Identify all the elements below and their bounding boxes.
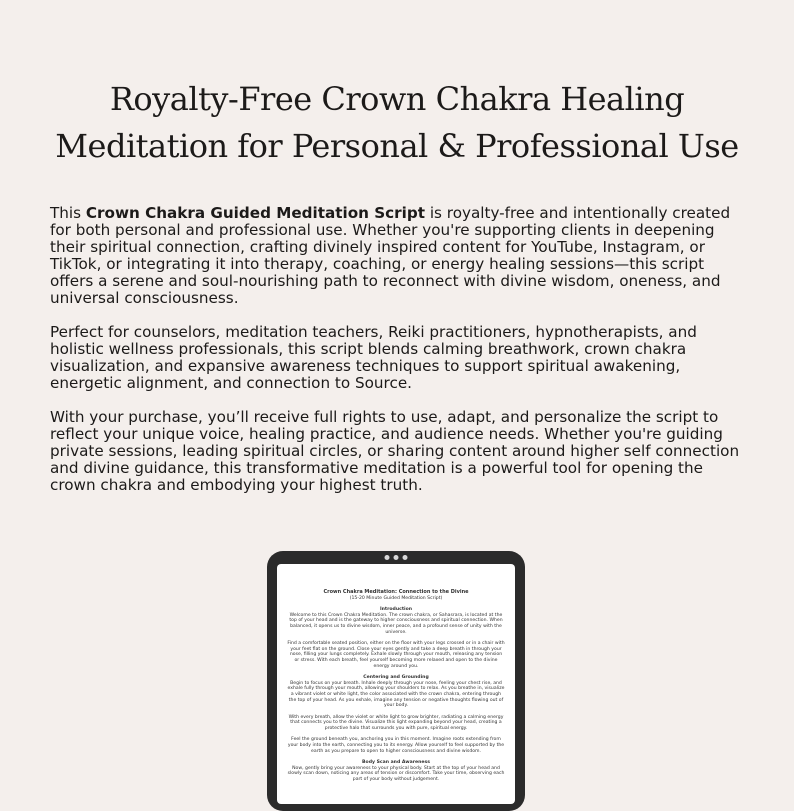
doc-paragraph: Welcome to this Crown Chakra Meditation. The crown chakra, or Sahasrara, is located at the top of your head and is the gateway to higher consciousness and spiritual connection. When balanced, it opens us to divine wisdom, inner peace, and a profound sense of unity with the universe. [289, 612, 503, 635]
tablet-mockup [267, 551, 525, 811]
doc-heading-introduction: Introduction [379, 607, 413, 613]
page-title [0, 76, 794, 170]
p1-lead: This [50, 204, 86, 222]
doc-heading-centering: Centering and Grounding [363, 675, 429, 681]
doc-paragraph: With every breath, allow the violet or white light to grow brighter, radiating a calming energy that connects you to the divine. Visualize this light expanding beyond your head, creating a protective halo that surrounds you with pure, spiritual energy. [288, 714, 504, 731]
title-line-1: Royalty-Free Crown Chakra Healing [109, 80, 685, 118]
tablet-screen [277, 564, 515, 804]
doc-paragraph: Begin to focus on your breath. Inhale deeply through your nose, feeling your chest rise, and exhale fully through your mouth, allowing your shoulders to relax. As you breathe in, visualize a vibrant violet or white light, the color associated with the crown chakra, entering through the top of your head. As you exhale, imagine any tension or negative thoughts flowing out of your body. [287, 680, 505, 709]
doc-heading-body-scan: Body Scan and Awareness [362, 760, 430, 766]
description [50, 205, 750, 511]
doc-paragraph: Feel the ground beneath you, anchoring you in this moment. Imagine roots extending from your body into the earth, connecting you to its energy. Allow yourself to feel supported by the earth as you prepare to open to higher consciousness and divine wisdom. [287, 737, 505, 754]
p1-rest: is royalty-free and intentionally created for both personal and professional use. Whether you're supporting clients in deepening their spiritual connection, crafting divinely inspired content for YouTube, Instagram, or TikTok, or integrating it into therapy, coaching, or energy healing sessions—this script offers a serene and soul-nourishing path to reconnect with divine wisdom, oneness, and universal consciousness. [50, 204, 731, 307]
doc-subtitle: (15-20 Minute Guided Meditation Script) [349, 595, 443, 601]
paragraph-2: Perfect for counselors, meditation teachers, Reiki practitioners, hypnotherapists, and holistic wellness professionals, this script blends calming breathwork, crown chakra visualization, and expansive awareness techniques to support spiritual awakening, energetic alignment, and connection to Source. [50, 323, 697, 392]
script-document [277, 564, 515, 783]
paragraph-3: With your purchase, you’ll receive full rights to use, adapt, and personalize the script to reflect your unique voice, healing practice, and audience needs. Whether you're guiding private sessions, leading spiritual circles, or sharing content around higher self connection and divine guidance, this transformative meditation is a powerful tool for opening the crown chakra and embodying your highest truth. [50, 408, 740, 494]
doc-paragraph: Find a comfortable seated position, either on the floor with your legs crossed or in a chair with your feet flat on the ground. Close your eyes gently and take a deep breath in through your nose, filling your lungs completely. Exhale slowly through your mouth, releasing any tension or stress. With each breath, feel yourself becoming more relaxed and open to the divine energy around you. [287, 641, 505, 669]
p1-bold: Crown Chakra Guided Meditation Script [85, 204, 425, 222]
doc-title: Crown Chakra Meditation: Connection to the Divine [323, 589, 469, 595]
paragraph-1 [50, 205, 750, 307]
doc-paragraph: Now, gently bring your awareness to your physical body. Start at the top of your head and slowly scan down, noticing any areas of tension or discomfort. Take your time, observing each part of your body without judgement. [287, 765, 505, 783]
camera-icon [385, 555, 408, 560]
title-line-2: Meditation for Personal & Professional Use [55, 127, 739, 165]
